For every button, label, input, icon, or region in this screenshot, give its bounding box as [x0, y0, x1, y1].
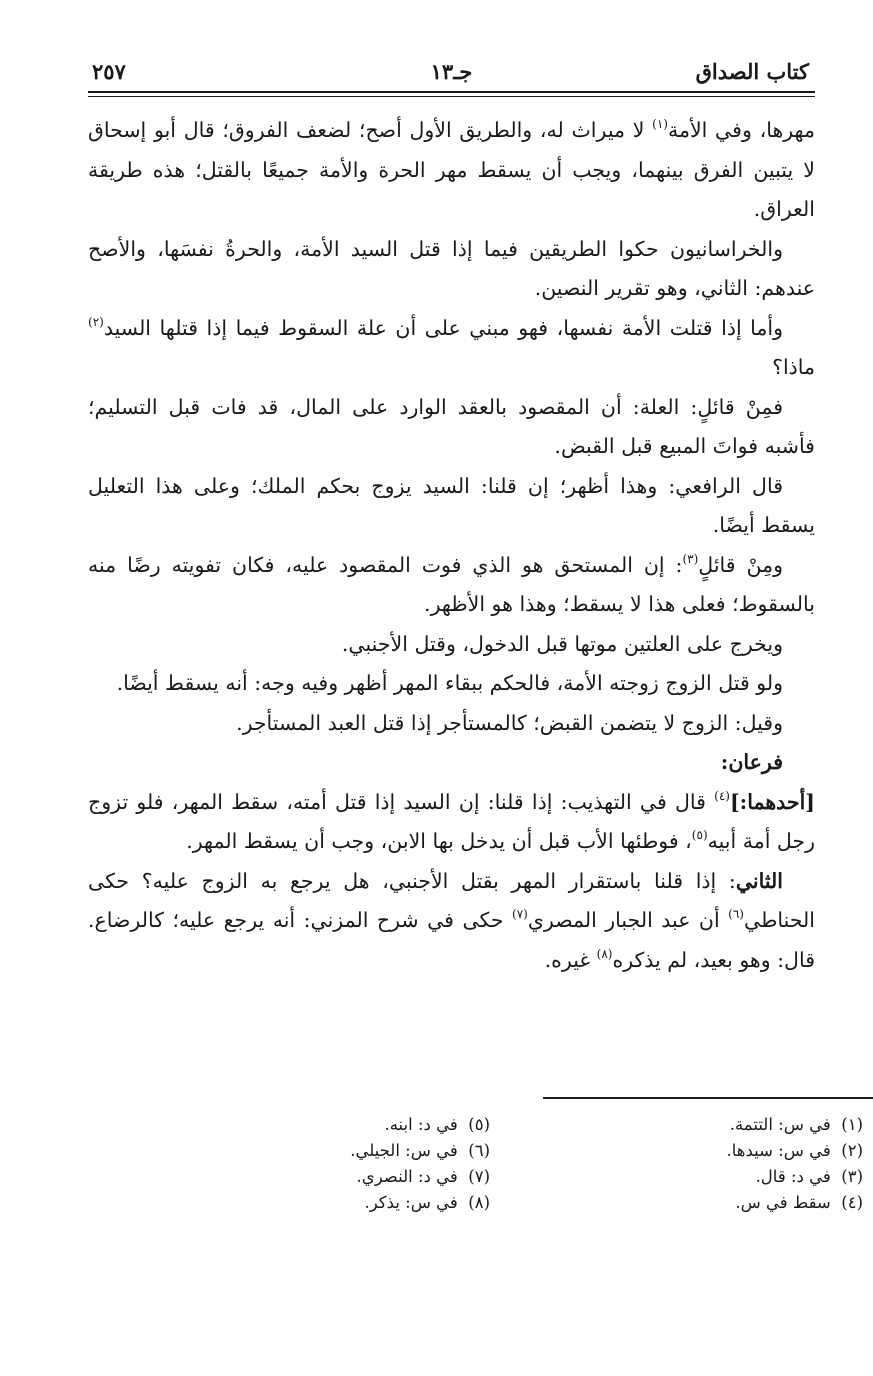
volume-label: جـ١٣ [430, 59, 473, 84]
footnote: (٤) سقط في س. [735, 1193, 863, 1212]
body-text [88, 111, 815, 980]
footnote-ref: (٦) [728, 907, 744, 921]
footnotes [240, 1112, 863, 1216]
paragraph: ومِنْ قائلٍ$^{(٣)}$: إن المستحق هو الذي فوت المقصود عليه، فكان تفويته رضًا منه بالسقوط؛ فعلى هذا لا يسقط؛ وهذا هو الأظهر. [88, 551, 815, 616]
footnote-column-right [613, 1112, 863, 1216]
paragraph: وقيل: الزوج لا يتضمن القبض؛ كالمستأجر إذا قتل العبد المستأجر. [236, 710, 783, 735]
page-header [88, 55, 815, 91]
paragraph: ولو قتل الزوج زوجته الأمة، فالحكم ببقاء المهر أظهر وفيه وجه: أنه يسقط أيضًا. [116, 671, 783, 695]
footnote: (٥) في د: ابنه. [384, 1115, 490, 1134]
paragraph: فمِنْ قائلٍ: العلة: أن المقصود بالعقد الوارد على المال، قد فات قبل التسليم؛ فأشبه فواتَ المبيع قبل القبض. [88, 394, 815, 458]
footnote-ref: (٥) [691, 828, 708, 842]
paragraph: قال الرافعي: وهذا أظهر؛ إن قلنا: السيد يزوج بحكم الملك؛ وعلى هذا التعليل يسقط أيضًا. [88, 473, 815, 537]
footnote-ref: (٢) [88, 314, 104, 329]
paragraph: ويخرج على العلتين موتها قبل الدخول، وقتل الأجنبي. [341, 631, 783, 656]
footnote: (٦) في س: الجيلي. [350, 1141, 490, 1160]
section-heading: فرعان: [720, 750, 783, 774]
footnote-ref: (٧) [512, 907, 528, 921]
book-title: كتاب الصداق [695, 59, 809, 84]
footnote-column-left [240, 1112, 490, 1216]
header-rule-thin [88, 96, 815, 97]
footnote-ref: (٣) [682, 551, 699, 566]
paragraph: مهرها، وفي الأمة$^{(١)}$ لا ميراث له، والطريق الأول أصح؛ لضعف الفروق؛ قال أبو إسحاق لا يتبين الفرق بينهما، ويجب أن يسقط مهر الحرة والأمة جميعًا بالقتل؛ هذه طريقة العراق. [88, 117, 815, 221]
paragraph: وأما إذا قتلت الأمة نفسها، فهو مبني على أن علة السقوط فيما إذا قتلها السيد$^{(٢)}$ ماذا؟ [88, 314, 815, 379]
footnote-ref: (١) [652, 117, 668, 131]
footnote-ref: (٤) [714, 788, 730, 803]
footnote-ref: (٨) [596, 946, 613, 961]
paragraph: [أحدهما:]$^{(٤)}$ قال في التهذيب: إذا قلنا: إن السيد إذا قتل أمته، سقط المهر، فلو تزوج رجل أمة أبيه$^{(٥)}$، فوطئها الأب قبل أن يدخل بها الابن، وجب أن يسقط المهر. [88, 788, 815, 853]
footnote-rule [543, 1097, 873, 1099]
page-number: ٢٥٧ [92, 59, 126, 84]
footnote: (١) في س: التتمة. [729, 1115, 863, 1134]
footnote: (٢) في س: سيدها. [726, 1141, 863, 1160]
footnote: (٨) في س: يذكر. [364, 1193, 490, 1212]
paragraph: والخراسانيون حكوا الطريقين فيما إذا قتل السيد الأمة، والحرةُ نفسَها، والأصح عندهم: الثاني، وهو تقرير النصين. [88, 236, 815, 300]
paragraph: الثاني: إذا قلنا باستقرار المهر بقتل الأجنبي، هل يرجع به الزوج عليه؟ حكى الحناطي$^{(٦)}$ أن عبد الجبار المصري$^{(٧)}$ حكى في شرح المزني: أنه يرجع عليه؛ كالرضاع. قال: وهو بعيد، لم يذكره$^{(٨)}$ غيره. [88, 868, 815, 972]
header-rule [88, 91, 815, 93]
footnote: (٣) في د: قال. [755, 1167, 863, 1186]
footnote: (٧) في د: النصري. [356, 1167, 490, 1186]
